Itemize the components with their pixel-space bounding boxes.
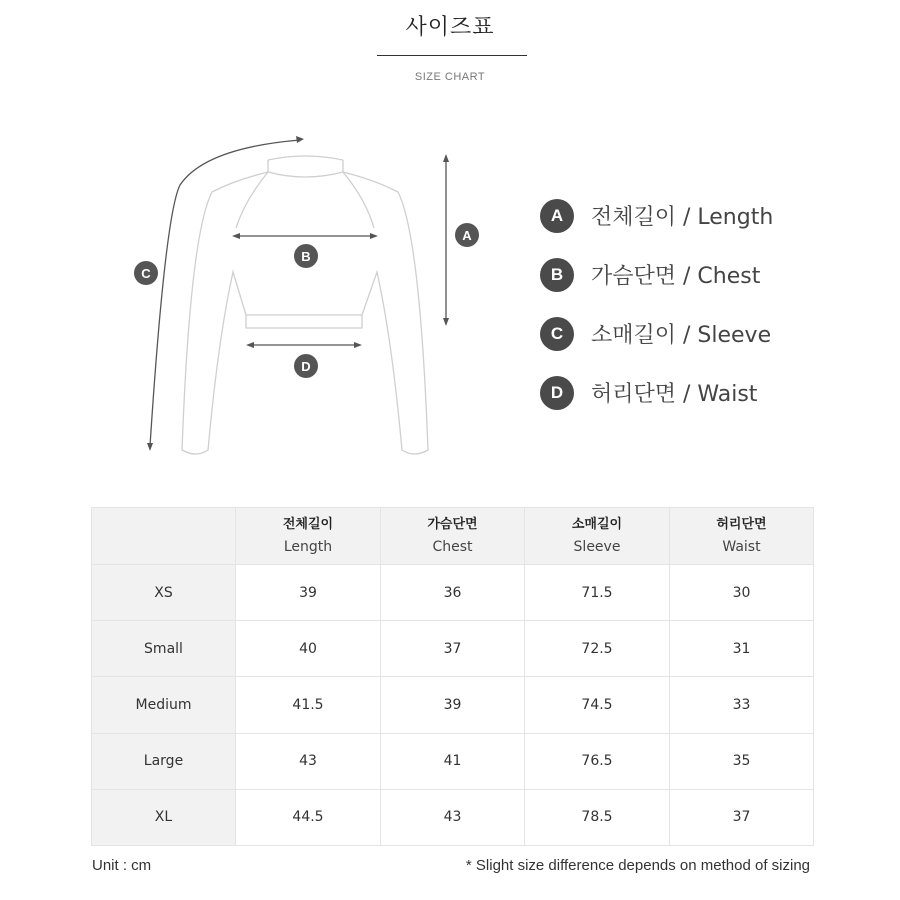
value-chest: 43 (381, 789, 525, 845)
table-row (92, 733, 814, 789)
size-label: XL (92, 789, 236, 845)
column-header-en: Waist (722, 539, 761, 555)
value-waist: 31 (670, 621, 814, 677)
legend-badge-a: A (540, 199, 574, 233)
column-header-sleeve (525, 508, 670, 565)
column-header-ko: 가슴단면 (427, 517, 478, 532)
column-header-en: Sleeve (573, 539, 621, 555)
column-header-ko: 소매길이 (571, 517, 623, 532)
unit-note: Unit : cm (92, 857, 152, 874)
diagram-marker-d (294, 354, 318, 378)
marker-b-label: B (301, 249, 311, 264)
value-sleeve: 76.5 (525, 733, 670, 789)
size-label: Small (92, 621, 236, 677)
value-waist: 35 (670, 733, 814, 789)
marker-a-label: A (462, 228, 472, 243)
marker-d-label: D (301, 359, 311, 374)
value-length: 43 (236, 733, 381, 789)
legend-badge-b: B (540, 258, 574, 292)
value-sleeve: 71.5 (525, 565, 670, 621)
column-header-en: Length (283, 539, 333, 555)
table-header-row (92, 508, 814, 565)
legend-item-chest (540, 255, 773, 294)
column-header-length (236, 508, 381, 565)
crop-top-outline (182, 156, 428, 454)
value-chest: 39 (381, 677, 525, 733)
legend-label-sleeve: 소매길이 / Sleeve (591, 323, 772, 348)
column-header-chest (381, 508, 525, 565)
column-header-ko: 전체길이 (282, 517, 334, 532)
marker-c-label: C (141, 266, 151, 281)
sizing-disclaimer: * Slight size difference depends on method of sizing (465, 857, 810, 874)
page-subtitle: SIZE CHART (414, 71, 486, 83)
size-label: XS (92, 565, 236, 621)
size-label: Large (92, 733, 236, 789)
diagram-marker-c (134, 261, 158, 285)
legend-badge-c: C (540, 317, 574, 351)
page-title: 사이즈표 (405, 15, 495, 40)
size-label: Medium (92, 677, 236, 733)
table-row (92, 565, 814, 621)
value-chest: 41 (381, 733, 525, 789)
legend-item-waist (540, 373, 773, 412)
value-length: 41.5 (236, 677, 381, 733)
size-table (91, 507, 814, 846)
table-row (92, 789, 814, 845)
value-sleeve: 74.5 (525, 677, 670, 733)
legend-item-length (540, 196, 773, 235)
value-sleeve: 72.5 (525, 621, 670, 677)
table-corner-cell (92, 508, 236, 565)
legend-label-length: 전체길이 / Length (591, 205, 774, 230)
column-header-en: Chest (432, 539, 473, 555)
table-row (92, 677, 814, 733)
value-waist: 37 (670, 789, 814, 845)
column-header-ko: 허리단면 (716, 517, 767, 532)
value-waist: 33 (670, 677, 814, 733)
legend-badge-d: D (540, 376, 574, 410)
table-row (92, 621, 814, 677)
value-sleeve: 78.5 (525, 789, 670, 845)
value-length: 39 (236, 565, 381, 621)
value-waist: 30 (670, 565, 814, 621)
legend-label-chest: 가슴단면 / Chest (591, 264, 761, 289)
value-length: 44.5 (236, 789, 381, 845)
value-length: 40 (236, 621, 381, 677)
diagram-marker-a (455, 223, 479, 247)
value-chest: 37 (381, 621, 525, 677)
legend-label-waist: 허리단면 / Waist (591, 382, 758, 407)
value-chest: 36 (381, 565, 525, 621)
diagram-marker-b (294, 244, 318, 268)
legend-item-sleeve (540, 314, 773, 353)
measurement-legend (540, 196, 773, 432)
column-header-waist (670, 508, 814, 565)
